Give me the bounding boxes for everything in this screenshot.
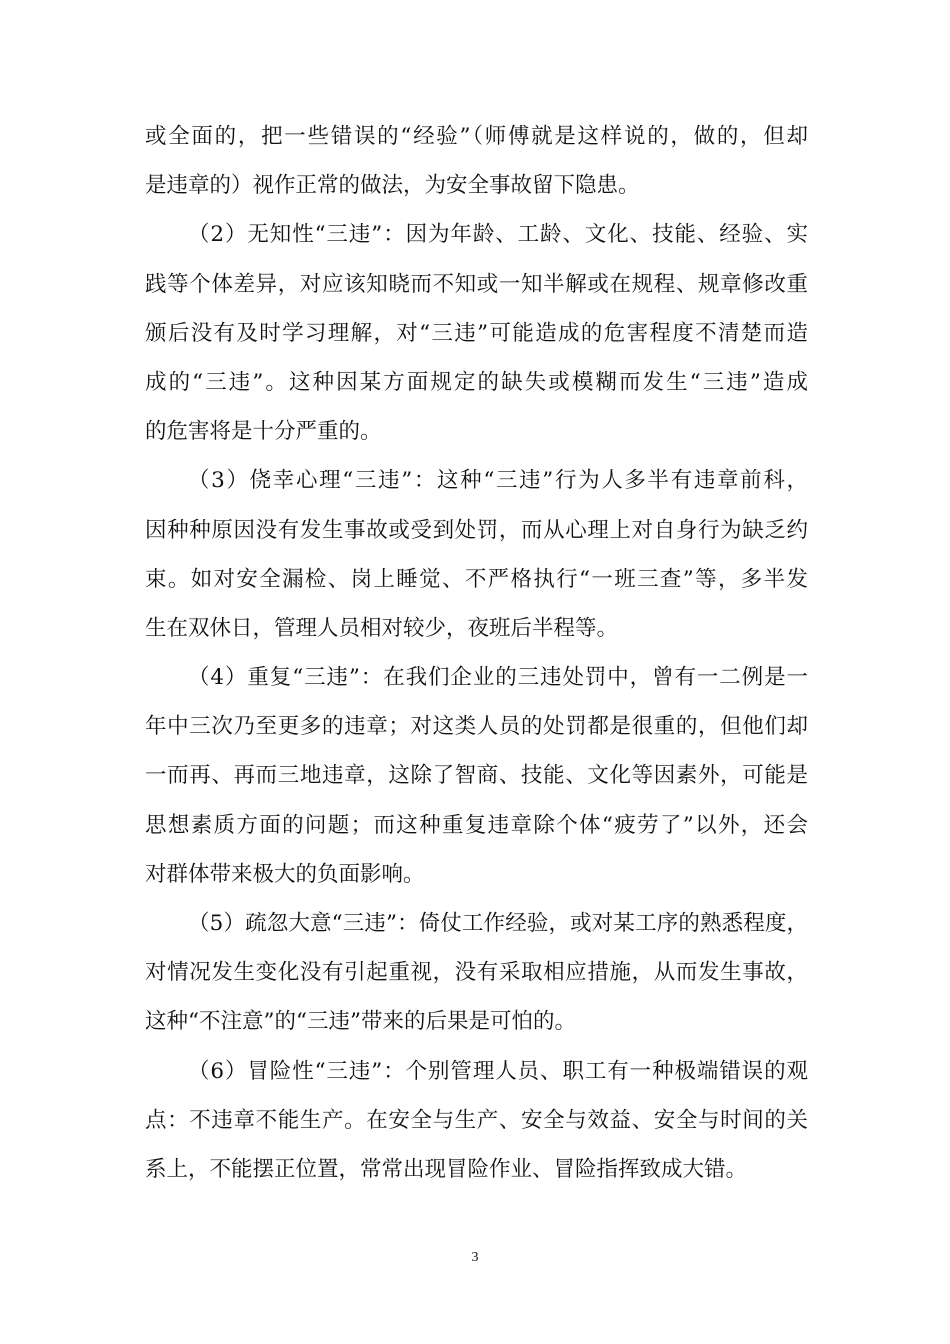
paragraph-start-line: （6）冒险性“三违”：个别管理人员、职工有一种极端错误的观 [188,1058,808,1084]
text-line: 是违章的）视作正常的做法，为安全事故留下隐患。 [145,173,640,199]
text-line: 成的“三违”。这种因某方面规定的缺失或模糊而发生“三违”造成 [145,369,808,395]
text-line: 生在双休日，管理人员相对较少，夜班后半程等。 [145,615,619,641]
paragraph-start-line: （2）无知性“三违”：因为年龄、工龄、文化、技能、经验、实 [188,222,808,248]
text-line: 一而再、再而三地违章，这除了智商、技能、文化等因素外，可能是 [145,763,808,789]
text-line: 年中三次乃至更多的违章；对这类人员的处罚都是很重的，但他们却 [145,714,808,740]
text-line: 践等个体差异，对应该知晓而不知或一知半解或在规程、规章修改重 [145,271,808,297]
text-line: 的危害将是十分严重的。 [145,419,382,445]
paragraph-start-line: （5）疏忽大意“三违”：倚仗工作经验，或对某工序的熟悉程度， [188,911,808,936]
text-line: 这种“不注意”的“三违”带来的后果是可怕的。 [145,1009,576,1035]
text-line: 对情况发生变化没有引起重视，没有采取相应措施，从而发生事故， [145,960,808,986]
text-line: 因种种原因没有发生事故或受到处罚，而从心理上对自身行为缺乏约 [145,517,808,543]
text-line: 思想素质方面的问题；而这种重复违章除个体“疲劳了”以外，还会 [145,812,808,838]
paragraph-start-line: （4）重复“三违”：在我们企业的三违处罚中，曾有一二例是一 [188,665,808,691]
page-number: 3 [471,1250,479,1265]
text-line: 或全面的，把一些错误的“经验”（师傅就是这样说的，做的，但却 [145,124,808,149]
text-line: 系上，不能摆正位置，常常出现冒险作业、冒险指挥致成大错。 [145,1156,748,1182]
text-line: 点：不违章不能生产。在安全与生产、安全与效益、安全与时间的关 [145,1107,808,1133]
text-line: 束。如对安全漏检、岗上睡觉、不严格执行“一班三查”等，多半发 [145,566,808,592]
text-line: 颁后没有及时学习理解，对“三违”可能造成的危害程度不清楚而造 [145,320,808,346]
text-line: 对群体带来极大的负面影响。 [145,861,425,887]
body-text [145,112,808,1194]
paragraph-start-line: （3）侥幸心理“三违”：这种“三违”行为人多半有违章前科， [188,468,808,494]
